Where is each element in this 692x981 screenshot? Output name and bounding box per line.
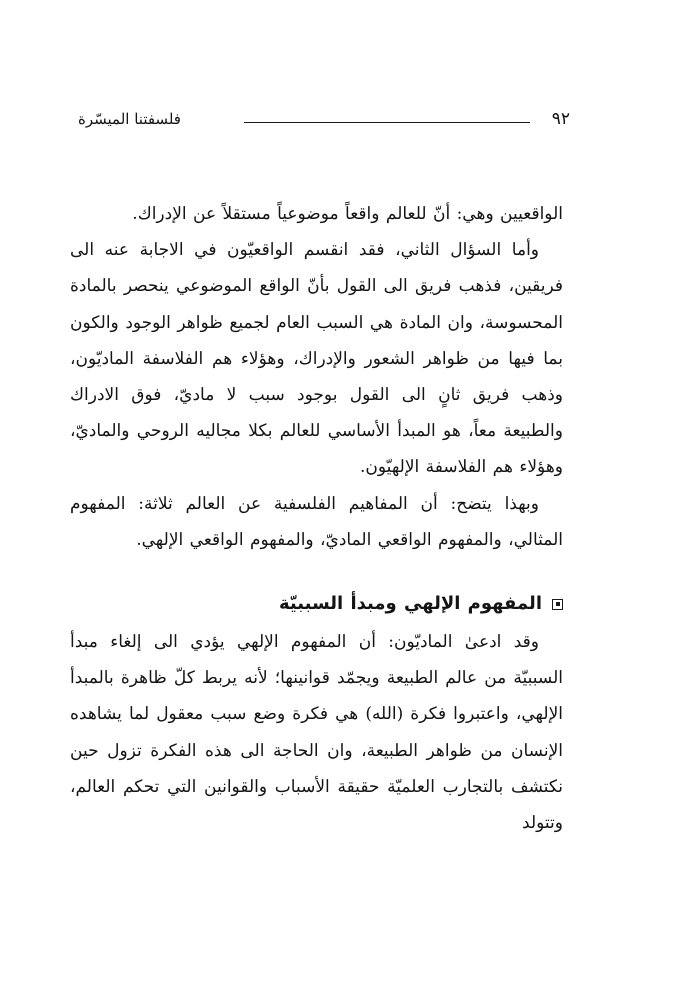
header-rule [244, 122, 530, 123]
square-bullet-icon [552, 599, 563, 610]
page-number: ٩٢ [551, 109, 570, 129]
paragraph-2: وأما السؤال الثاني، فقد انقسم الواقعيّون في الاجابة عنه الى فريقين، فذهب فريق الى القول بأنّ الواقع الموضوعي ينحصر بالمادة المحسوسة، وان المادة هي السبب العام لجميع ظواهر الوجود والكون بما فيها من ظواهر الشعور والإدراك، وهؤلاء هم الفلاسفة الماديّون، وذهب فريق ثانٍ الى القول بوجود سبب لا ماديّ، فوق الادراك والطبيعة معاً، هو المبدأ الأساسي للعالم بكلا مجاليه الروحي والماديّ، وهؤلاء هم الفلاسفة الإلهيّون. [70, 240, 563, 478]
paragraph-4: وقد ادعىٰ الماديّون: أن المفهوم الإلهي يؤدي الى إلغاء مبدأ السببيّة من عالم الطبيعة ويجمّد قوانينها؛ لأنه يربط كلّ ظاهرة بالمبدأ الإلهي، واعتبروا فكرة (الله) هي فكرة وضع سبب معقول لما يشاهده الإنسان من ظواهر الطبيعة، وان الحاجة الى هذه الفكرة تزول حين نكتشف بالتجارب العلميّة حقيقة الأسباب والقوانين التي تحكم العالم، وتتولد [70, 632, 563, 834]
section-heading [70, 591, 563, 617]
body-text [70, 196, 563, 841]
running-header [78, 108, 570, 134]
paragraph-3: وبهذا يتضح: أن المفاهيم الفلسفية عن العالم ثلاثة: المفهوم المثالي، والمفهوم الواقعي الماديّ، والمفهوم الواقعي الإلهي. [70, 493, 563, 550]
paragraph-1: الواقعيين وهي: أنّ للعالم واقعاً موضوعياً مستقلاً عن الإدراك. [132, 204, 563, 224]
section-heading-text: المفهوم الإلهي ومبدأ السببيّة [279, 593, 542, 615]
running-title: فلسفتنا الميسّرة [78, 110, 181, 128]
